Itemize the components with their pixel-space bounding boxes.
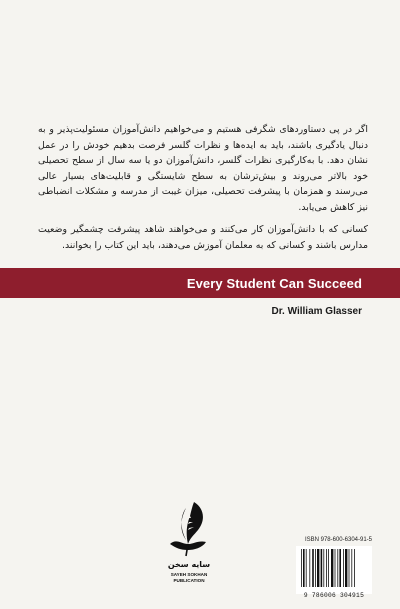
barcode-number: 9 786006 304915 (303, 592, 365, 599)
publisher-name-en-line1: SAYEH SOKHAN (170, 572, 208, 577)
feather-quill-icon (164, 500, 214, 558)
publisher-name-en-line2: PUBLICATION (173, 578, 205, 583)
english-title: Every Student Can Succeed (186, 276, 362, 291)
publisher-name-fa: سایه سخن (167, 560, 211, 569)
barcode (296, 546, 372, 594)
isbn-label: ISBN 978-600-6304-91-5 (304, 537, 372, 543)
blurb-paragraph-1: اگر در پی دستاوردهای شگرفی هستیم و می‌خواهیم دانش‌آموزان مسئولیت‌پذیر و به دنبال یادگیری باشند، باید به ایده‌ها و نظرات گلسر فرصت بدهیم خودش را در عمل نشان دهد. با به‌کارگیری نظرات گلسر، دانش‌آموزان دو یا سه سال از سطح تحصیلی خود بالاتر می‌روند و بیش‌ترشان به سطح شایستگی و قابلیت‌های بسیار عالی می‌رسند و همزمان با پیشرفت تحصیلی، میزان غیبت از مدرسه و مشکلات انضباطی نیز کاهش می‌یابد. (38, 124, 368, 213)
blurb-paragraph-2: کسانی که با دانش‌آموزان کار می‌کنند و می‌خواهند شاهد پیشرفت چشمگیر وضعیت مدارس باشند و کسانی که به معلمان آموزش می‌دهند، باید این کتاب را بخوانند. (38, 224, 368, 251)
publisher-name-en (155, 572, 223, 584)
author-name: Dr. William Glasser (271, 306, 362, 317)
